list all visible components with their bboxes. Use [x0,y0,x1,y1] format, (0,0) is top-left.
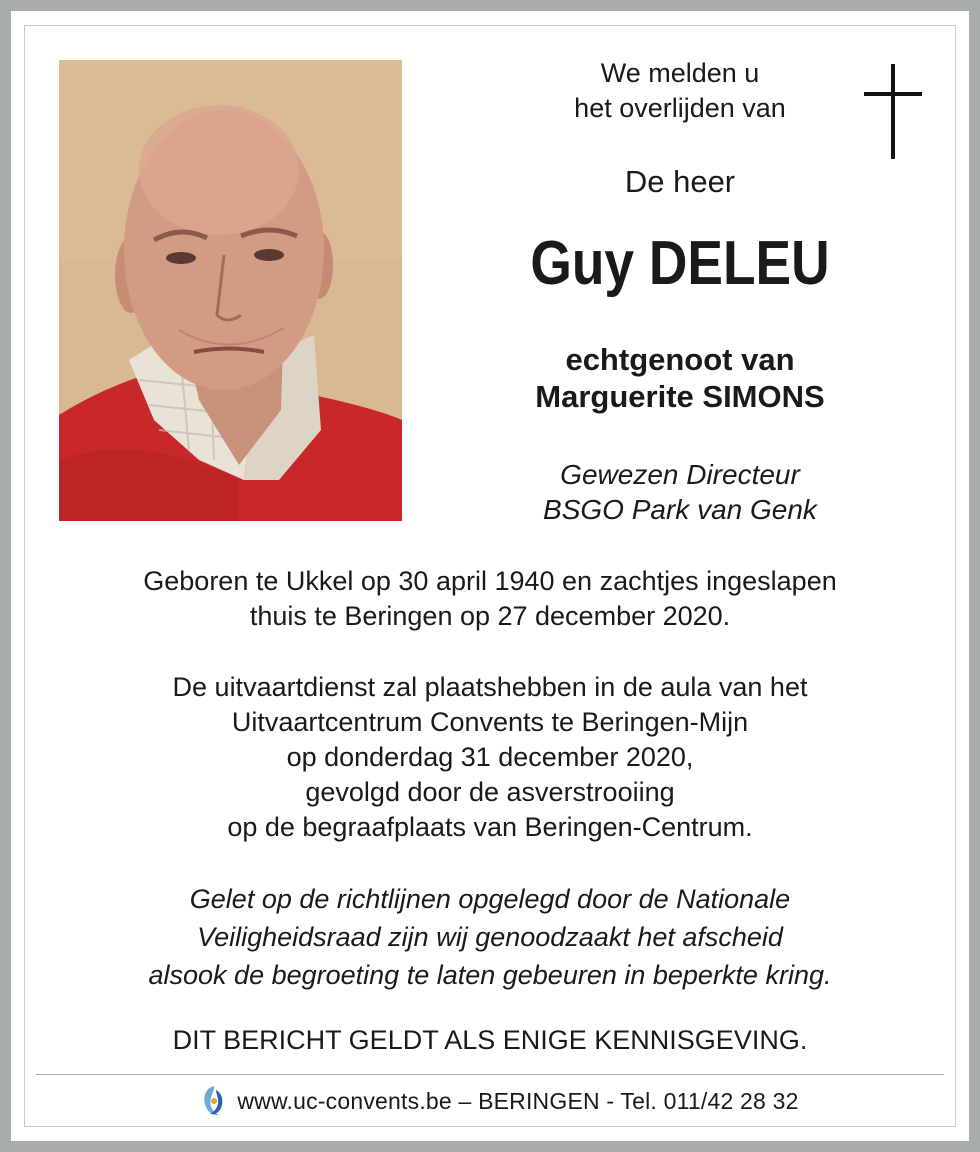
official-notice: DIT BERICHT GELDT ALS ENIGE KENNISGEVING. [172,1025,808,1055]
covid-line: Veiligheidsraad zijn wij genoodzaakt het afscheid [197,922,783,952]
body-text [40,0,940,1070]
covid-line: alsook de begroeting te laten gebeuren in beperkte kring. [148,960,832,990]
role-line: BSGO Park van Genk [543,494,817,525]
service-line: op de begraafplaats van Beringen-Centrum. [227,812,753,842]
deceased-name: Guy DELEU [530,229,830,298]
covid-notice [40,880,940,994]
service-line: Uitvaartcentrum Convents te Beringen-Mijn [231,707,749,737]
birth-death-text [40,564,940,634]
salutation: De heer [624,164,736,199]
footer [160,1083,840,1119]
funeral-home-logo-icon [201,1084,227,1118]
covid-line: Gelet op de richtlijnen opgelegd door de Nationale [189,884,791,914]
service-line: gevolgd door de asverstrooiing [305,777,675,807]
birth-line: Geboren te Ukkel op 30 april 1940 en zachtjes ingeslapen [143,566,837,596]
footer-divider [36,1074,944,1075]
birth-line: thuis te Beringen op 27 december 2020. [249,601,731,631]
spouse-line: echtgenoot van [565,342,795,377]
service-line: De uitvaartdienst zal plaatshebben in de aula van het [172,672,808,702]
spouse-line: Marguerite SIMONS [535,379,825,414]
footer-contact: www.uc-convents.be – BERINGEN - Tel. 011/42 28 32 [237,1087,799,1114]
intro-line: het overlijden van [574,93,786,123]
intro-line: We melden u [600,58,760,88]
service-text [40,670,940,845]
service-line: op donderdag 31 december 2020, [286,742,694,772]
role-line: Gewezen Directeur [560,459,800,490]
